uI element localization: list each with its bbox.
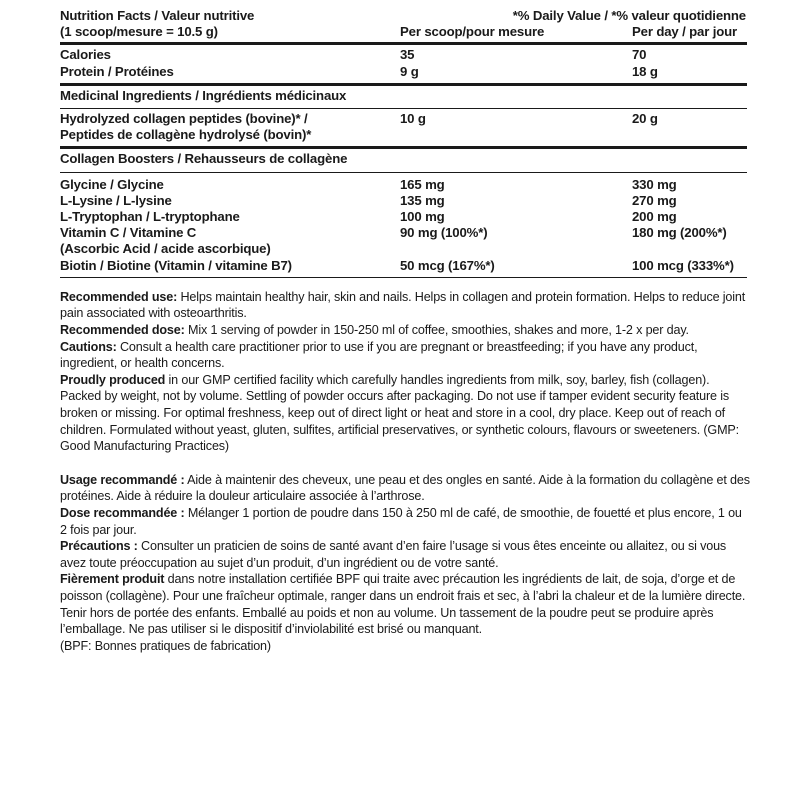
nutrient-name: Calories [60,47,111,63]
empty-cell [632,127,747,146]
usage-recommande-text: Aide à maintenir des cheveux, une peau et des ongles en santé. Aide à la formation du collagène et des protéines. Aide à réduire la douleur articulaire associée à l’arthrose. [60,472,750,504]
empty-cell [400,127,632,146]
table-row [60,225,747,241]
ingredient-per-scoop: 10 g [400,111,426,127]
booster-per-scoop: 90 mg (100%*) [400,225,488,241]
usage-recommande-label: Usage recommandé : [60,472,185,487]
daily-value-header: *% Daily Value / *% valeur quotidienne [512,8,746,23]
recommended-dose-text: Mix 1 serving of powder in 150-250 ml of coffee, smoothies, shakes and more, 1-2 x per day. [184,323,689,338]
proudly-produced-paragraph [60,372,750,455]
recommended-dose-label: Recommended dose: [60,323,185,338]
nutrient-per-day: 18 g [632,63,658,79]
booster-name: Vitamin C / Vitamine C [60,225,197,241]
table-row [60,64,747,83]
label-title: Nutrition Facts / Valeur nutritive [60,8,255,23]
recommended-use-paragraph [60,289,750,322]
fierement-produit-paragraph [60,571,750,637]
empty-cell [400,241,632,257]
recommended-use-text: Helps maintain healthy hair, skin and nails. Helps in collagen and protein formation. Helps to reduce joint pain associated with osteoarthritis. [60,289,746,321]
fierement-produit-text: dans notre installation certifiée BPF qui traite avec précaution les ingrédients de lait, de soja, d’orge et de poisson (collagène). Pour une fraîcheur optimale, ranger dans un endroit frais et sec, à l’abri la chaleur et de la lumière directe. Tenir hors de portée des enfants. Emballé au poids et non au volume. Un tassement de la poudre peut se produire après l’emballage. Ne pas utiliser si le dispositif d’inviolabilité est brisé ou manquant. [60,572,746,637]
table-row [60,258,747,277]
ingredient-per-day: 20 g [632,111,658,127]
empty-cell [632,241,747,257]
dose-recommandee-label: Dose recommandée : [60,505,185,520]
usage-recommande-paragraph [60,472,750,505]
table-header-row [60,8,747,24]
proudly-produced-label: Proudly produced [60,372,166,387]
daily-value-header-cell [400,8,747,24]
ingredient-name-fr: Peptides de collagène hydrolysé (bovin)* [60,127,312,143]
booster-name-secondary: (Ascorbic Acid / acide ascorbique) [60,241,271,257]
column-header-per-scoop: Per scoop/pour mesure [400,24,545,40]
serving-size: (1 scoop/mesure = 10.5 g) [60,24,218,40]
section-header-boosters: Collagen Boosters / Rehausseurs de collagène [60,151,348,167]
dose-recommandee-paragraph [60,505,750,538]
booster-per-day: 180 mg (200%*) [632,225,727,241]
proudly-produced-text: in our GMP certified facility which carefully handles ingredients from milk, soy, barley, fish (collagen). Packed by weight, not by volume. Settling of powder occurs after packaging. Do not use if tamper evident security feature is broken or missing. For optimal freshness, keep out of direct light or heat and store in a cool, dry place. Keep out of reach of children. Formulated without yeast, gluten, sulfites, artificial preservatives, or synthetic colours, flavours or sweeteners. (GMP: Good Manufacturing Practices) [60,372,739,454]
section-header-medicinal: Medicinal Ingredients / Ingrédients médicinaux [60,87,347,103]
dose-recommandee-text: Mélanger 1 portion de poudre dans 150 à 250 ml de café, de smoothie, de fouetté et plus encore, 1 ou 2 fois par jour. [60,505,742,537]
fierement-produit-label: Fièrement produit [60,572,165,587]
precautions-paragraph [60,538,750,571]
booster-name: Biotin / Biotine (Vitamin / vitamine B7) [60,257,292,273]
booster-per-scoop: 135 mg [400,192,445,208]
recommended-dose-paragraph [60,322,750,339]
nutrient-per-scoop: 9 g [400,63,419,79]
booster-per-day: 200 mg [632,209,677,225]
booster-per-scoop: 100 mg [400,209,445,225]
nutrient-per-scoop: 35 [400,47,415,63]
booster-name: L-Lysine / L-lysine [60,192,172,208]
table-row [60,177,747,193]
directions-english [60,289,750,654]
cautions-label: Cautions: [60,339,117,354]
recommended-use-label: Recommended use: [60,289,178,304]
table-row [60,241,747,257]
column-header-per-day: Per day / par jour [632,24,738,40]
section-header-row-medicinal [60,84,747,108]
section-header-row-boosters [60,148,747,172]
table-row [60,127,747,146]
ingredient-name: Hydrolyzed collagen peptides (bovine)* / [60,111,308,127]
nutrient-name: Protein / Protéines [60,63,174,79]
booster-per-day: 330 mg [632,176,677,192]
precautions-label: Précautions : [60,539,138,554]
rule-thin-bottom [60,277,747,278]
section-gap [60,455,750,472]
table-row [60,193,747,209]
nutrition-facts-table [60,8,747,278]
table-row [60,44,747,64]
booster-name: L-Tryptophan / L-tryptophane [60,209,240,225]
table-row [60,109,747,128]
bpf-note: (BPF: Bonnes pratiques de fabrication) [60,638,271,653]
booster-per-scoop: 165 mg [400,176,445,192]
table-subheader-row [60,24,747,40]
cautions-paragraph [60,339,750,372]
precautions-text: Consulter un praticien de soins de santé avant d’en faire l’usage si vous êtes enceinte ou allaitez, ou si vous avez toute préoccupation au sujet d’un produit, d’un ingrédient ou de votre santé. [60,539,727,570]
booster-per-day: 270 mg [632,192,677,208]
booster-name: Glycine / Glycine [60,176,164,192]
booster-per-day: 100 mcg (333%*) [632,257,734,273]
booster-per-scoop: 50 mcg (167%*) [400,257,495,273]
table-row [60,209,747,225]
nutrient-per-day: 70 [632,47,647,63]
cautions-text: Consult a health care practitioner prior to use if you are pregnant or breastfeeding; if you have any product, ingredient, or health concerns. [60,339,698,371]
